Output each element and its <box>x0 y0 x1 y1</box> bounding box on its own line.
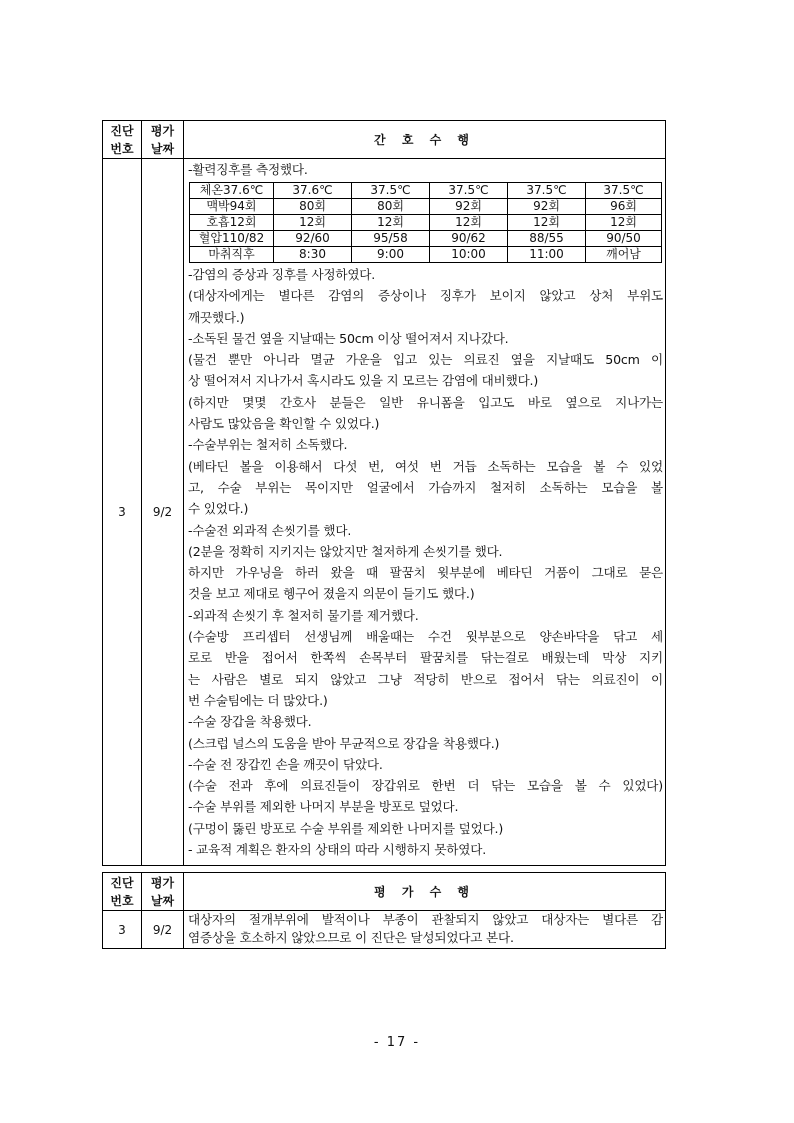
content-line: 번 수술팀에는 더 많았다.) <box>188 692 328 708</box>
eval-diagnosis-no-cell: 3 <box>103 911 142 949</box>
table-row <box>103 159 666 866</box>
vitals-label-cell: 맥박94회 <box>190 199 274 215</box>
nursing-performance-table <box>102 120 666 866</box>
content-line: -수술전 외과적 손씻기를 했다. <box>188 522 352 538</box>
vitals-value-cell: 37.5℃ <box>586 183 662 199</box>
content-line: 고, 수술 부위는 목이지만 얼굴에서 가슴까지 철저히 소독하는 모습을 볼 <box>188 479 663 495</box>
content-line: 깨끗했다.) <box>188 309 245 325</box>
vitals-value-cell: 10:00 <box>430 247 508 263</box>
content-line: -감염의 증상과 징후를 사정하였다. <box>188 267 376 282</box>
content-line: -수술 전 장갑낀 손을 깨끗이 닦았다. <box>188 756 383 772</box>
vitals-value-cell: 80회 <box>352 199 430 215</box>
content-line: -외과적 손씻기 후 철저히 물기를 제거했다. <box>188 607 419 623</box>
vitals-row <box>190 199 662 215</box>
vitals-value-cell: 92회 <box>430 199 508 215</box>
vitals-value-cell: 37.5℃ <box>508 183 586 199</box>
vitals-label-cell: 체온37.6℃ <box>190 183 274 199</box>
eval-date-header: 평가 날짜 <box>142 121 184 159</box>
vitals-value-cell: 12회 <box>508 215 586 231</box>
vitals-value-cell: 92회 <box>508 199 586 215</box>
content-line: - 교육적 계획은 환자의 상태의 따라 시행하지 못하였다. <box>188 842 487 858</box>
vitals-label-cell: 마취직후 <box>190 247 274 263</box>
content-line: (대상자에게는 별다른 감염의 증상이나 징후가 보이지 않았고 상처 부위도 <box>188 288 663 304</box>
vitals-row <box>190 247 662 263</box>
vitals-value-cell: 90/62 <box>430 231 508 247</box>
vitals-value-cell: 9:00 <box>352 247 430 263</box>
content-line: 사람도 많았음을 확인할 수 있었다.) <box>188 416 380 432</box>
vitals-value-cell: 95/58 <box>352 231 430 247</box>
vitals-value-cell: 37.5℃ <box>430 183 508 199</box>
vitals-value-cell: 12회 <box>274 215 352 231</box>
vitals-value-cell: 12회 <box>586 215 662 231</box>
eval-eval-date-header: 평가 날짜 <box>142 873 184 911</box>
vitals-value-cell: 12회 <box>430 215 508 231</box>
content-cell <box>184 159 666 866</box>
eval-section-title: 평 가 수 행 <box>184 873 666 911</box>
eval-line: 대상자의 절개부위에 발적이나 부종이 관찰되지 않았고 대상자는 별다른 감 <box>188 912 663 927</box>
content-line: (수술방 프리셉터 선생님께 배울때는 수건 윗부분으로 양손바닥을 닦고 세 <box>188 629 663 645</box>
vitals-value-cell: 37.6℃ <box>274 183 352 199</box>
table-header-row <box>103 121 666 159</box>
vitals-value-cell: 88/55 <box>508 231 586 247</box>
content-line: 상 떨어져서 지나가서 혹시라도 있을 지 모르는 감염에 대비했다.) <box>188 373 539 389</box>
vitals-value-cell: 37.5℃ <box>352 183 430 199</box>
content-line: 는 사람은 별로 되지 않았고 그냥 적당히 반으로 접어서 닦는 의료진이 이 <box>188 671 663 687</box>
content-line: (물건 뿐만 아니라 멸균 가운을 입고 있는 의료진 옆을 지날때도 50cm 이 <box>188 352 663 368</box>
eval-date-cell: 9/2 <box>142 911 184 949</box>
vitals-value-cell: 96회 <box>586 199 662 215</box>
intro-line: -활력징후를 측정했다. <box>188 162 308 177</box>
diagnosis-no-cell: 3 <box>103 159 142 866</box>
eval-header-row <box>103 873 666 911</box>
eval-line: 염증상을 호소하지 않았으므로 이 진단은 달성되었다고 본다. <box>188 930 514 945</box>
vitals-value-cell: 92/60 <box>274 231 352 247</box>
vitals-row <box>190 231 662 247</box>
vitals-value-cell: 80회 <box>274 199 352 215</box>
content-line: (2분을 정확히 지키지는 않았지만 철저하게 손씻기를 했다. <box>188 543 503 559</box>
vitals-value-cell: 11:00 <box>508 247 586 263</box>
vitals-row <box>190 183 662 199</box>
vitals-row <box>190 215 662 231</box>
vitals-value-cell: 8:30 <box>274 247 352 263</box>
content-line: (구멍이 뚫린 방포로 수술 부위를 제외한 나머지를 덮었다.) <box>188 820 504 836</box>
content-line: -소독된 물건 옆을 지날때는 50cm 이상 떨어져서 지나갔다. <box>188 330 509 346</box>
section-title: 간 호 수 행 <box>184 121 666 159</box>
vital-signs-table <box>189 182 662 263</box>
date-cell: 9/2 <box>142 159 184 866</box>
evaluation-table <box>102 872 666 949</box>
content-line: (베타딘 볼을 이용해서 다섯 번, 여섯 번 거듭 소독하는 모습을 볼 수 있었 <box>188 458 663 474</box>
diagnosis-no-header: 진단 번호 <box>103 121 142 159</box>
vitals-value-cell: 12회 <box>352 215 430 231</box>
content-line: 것을 보고 제대로 헹구어 졌을지 의문이 들기도 했다.) <box>188 586 475 602</box>
eval-content-cell <box>184 911 666 949</box>
content-line: -수술부위는 철저히 소독했다. <box>188 437 348 453</box>
content-line: (스크럽 널스의 도움을 받아 무균적으로 장갑을 착용했다.) <box>188 735 500 751</box>
vitals-label-cell: 혈압110/82 <box>190 231 274 247</box>
vitals-value-cell: 깨어남 <box>586 247 662 263</box>
vitals-label-cell: 호흡12회 <box>190 215 274 231</box>
eval-row <box>103 911 666 949</box>
content-line: (수술 전과 후에 의료진들이 장갑위로 한번 더 닦는 모습을 볼 수 있었다) <box>188 778 663 794</box>
content-line: -수술 부위를 제외한 나머지 부분을 방포로 덮었다. <box>188 799 459 815</box>
content-line: 로로 반을 접어서 한쪽씩 손목부터 팔꿈치를 닦는걸로 배웠는데 막상 지키 <box>188 650 663 666</box>
eval-diagnosis-no-header: 진단 번호 <box>103 873 142 911</box>
content-line: 하지만 가우닝을 하러 왔을 때 팔꿈치 윗부분에 베타딘 거품이 그대로 묻은 <box>188 565 663 581</box>
content-line: 수 있었다.) <box>188 501 249 517</box>
content-line: (하지만 몇몇 간호사 분들은 일반 유니폼을 입고도 바로 옆으로 지나가는 <box>188 394 663 410</box>
vitals-value-cell: 90/50 <box>586 231 662 247</box>
content-line: -수술 장갑을 착용했다. <box>188 714 312 730</box>
page-number: - 17 - <box>373 1035 421 1050</box>
